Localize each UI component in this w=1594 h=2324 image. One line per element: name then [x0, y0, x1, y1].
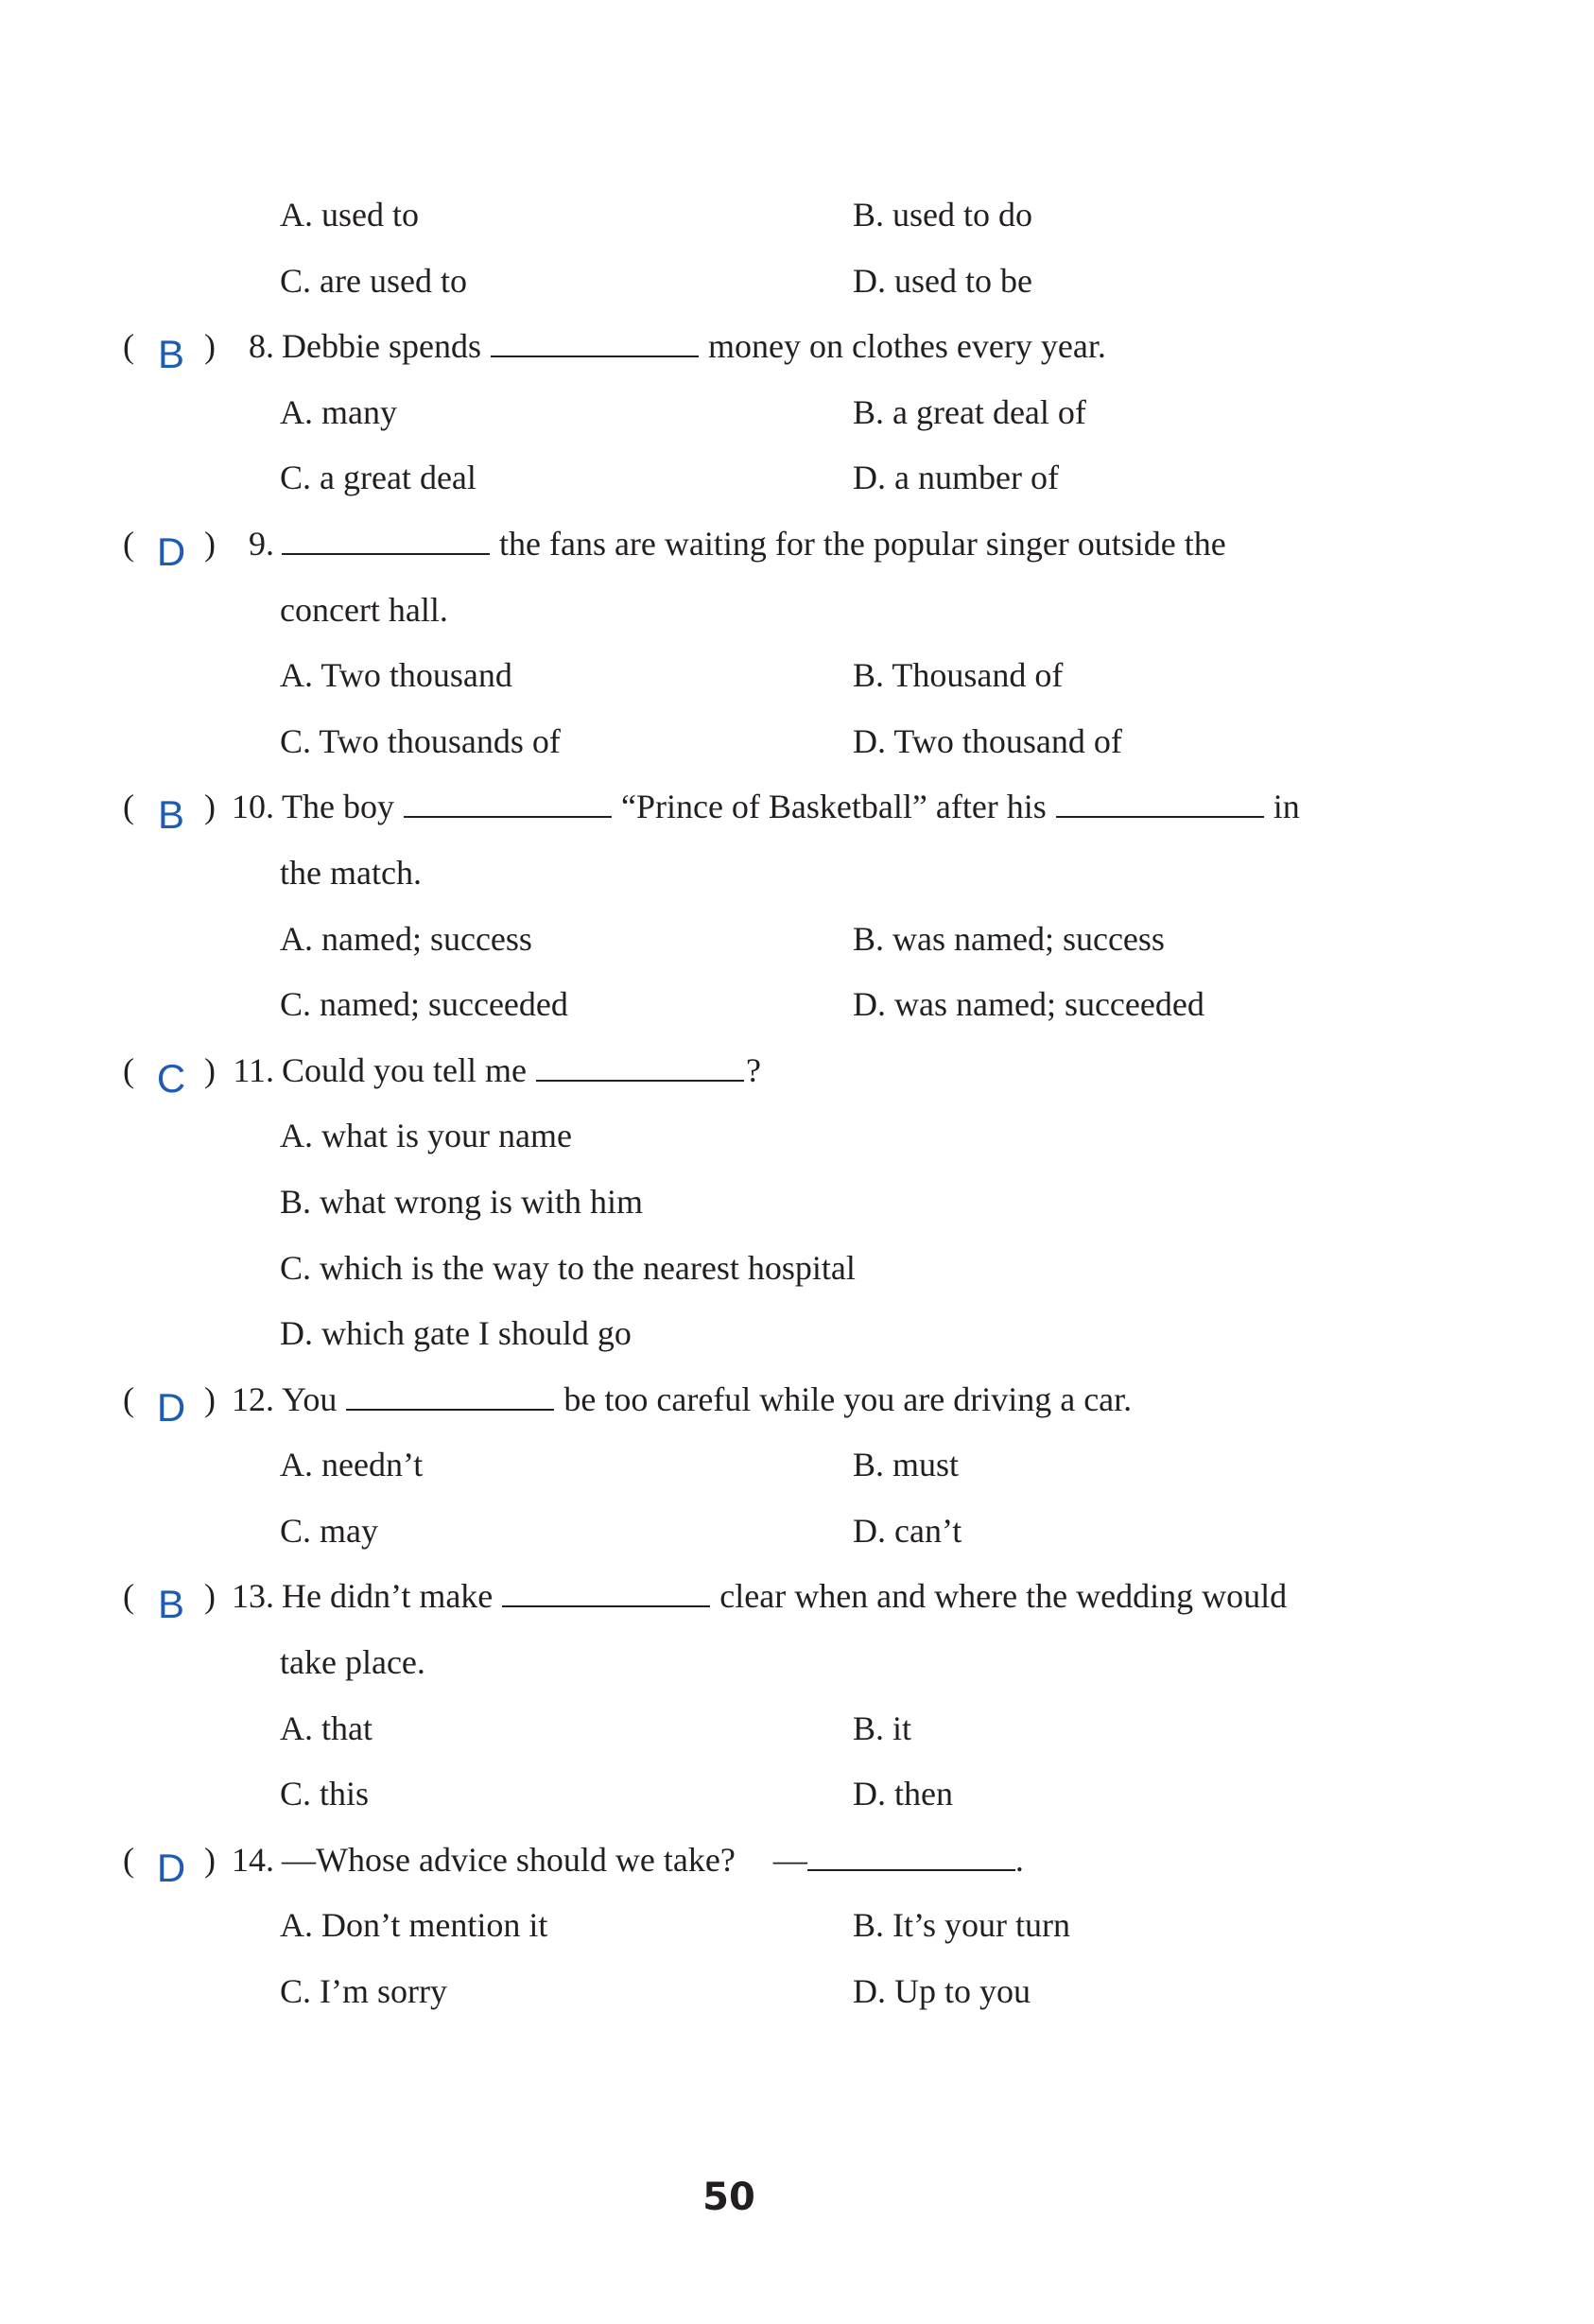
stem-text: concert hall.: [280, 590, 448, 629]
q10-options-row-2: [0, 972, 1594, 1038]
option-b: B. Thousand of: [853, 656, 1064, 695]
stem-text: Could you tell me: [282, 1050, 527, 1089]
question-number: 11.: [233, 1050, 274, 1089]
question-number: 9.: [249, 524, 274, 563]
stem-text: ?: [745, 1050, 761, 1089]
option-a: A. that: [280, 1708, 373, 1747]
q10-options-row-1: [0, 907, 1594, 973]
q12-options-row-1: [0, 1432, 1594, 1499]
option-b: B. used to do: [853, 196, 1033, 234]
stem-text: the fans are waiting for the popular singer outside the: [499, 524, 1226, 563]
q8-options-row-2: [0, 445, 1594, 512]
option-d: D. a number of: [853, 459, 1059, 497]
question-stem: [282, 314, 1106, 380]
option-a: A. Two thousand: [280, 656, 512, 695]
q13-stem-continued: [0, 1630, 1594, 1696]
q11-option-b: [0, 1170, 1594, 1236]
option-d: D. which gate I should go: [280, 1314, 632, 1353]
stem-text: —Whose advice should we take?: [282, 1840, 736, 1879]
answer-blank: [502, 1604, 710, 1607]
question-10: [0, 774, 1594, 841]
option-c: C. may: [280, 1511, 378, 1550]
option-a: A. what is your name: [280, 1117, 572, 1155]
q14-options-row-1: [0, 1893, 1594, 1959]
answer-letter: D: [156, 529, 186, 574]
answer-letter: B: [157, 332, 184, 377]
paren-open: (: [123, 524, 134, 563]
option-c: C. Two thousands of: [280, 721, 561, 760]
option-a: A. Don’t mention it: [280, 1906, 548, 1945]
option-b: B. what wrong is with him: [280, 1182, 643, 1221]
question-list: [0, 182, 1594, 2025]
stem-text: —: [772, 1840, 807, 1879]
q13-options-row-2: [0, 1761, 1594, 1828]
option-a: A. many: [280, 392, 397, 431]
question-stem: [282, 1828, 1024, 1894]
option-d: D. used to be: [853, 261, 1032, 300]
answer-letter: C: [156, 1055, 186, 1101]
option-a: A. named; success: [280, 919, 532, 958]
stem-text: clear when and where the wedding would: [719, 1577, 1288, 1616]
q7-options-row-1: [0, 182, 1594, 249]
stem-text: .: [1014, 1840, 1024, 1879]
paren-open: (: [123, 1050, 134, 1089]
paren-close: ): [204, 1050, 216, 1089]
question-8: [0, 314, 1594, 380]
answer-letter: D: [156, 1384, 186, 1430]
q8-options-row-1: [0, 380, 1594, 446]
option-c: C. named; succeeded: [280, 985, 568, 1024]
answer-blank: [536, 1079, 744, 1082]
stem-text: the match.: [280, 853, 422, 892]
option-c: C. this: [280, 1775, 370, 1813]
option-d: D. was named; succeeded: [853, 985, 1204, 1024]
paren-close: ): [204, 524, 216, 563]
option-a: A. needn’t: [280, 1446, 424, 1484]
option-c: C. a great deal: [280, 459, 476, 497]
stem-text: The boy: [282, 788, 394, 826]
question-stem: [282, 512, 1226, 578]
stem-text: Debbie spends: [282, 327, 481, 366]
q10-stem-continued: [0, 841, 1594, 907]
option-b: B. was named; success: [853, 919, 1165, 958]
option-d: D. Two thousand of: [853, 721, 1122, 760]
paren-open: (: [123, 1379, 134, 1418]
question-stem: [282, 1564, 1287, 1630]
stem-text: money on clothes every year.: [707, 327, 1106, 366]
q9-options-row-1: [0, 643, 1594, 709]
question-number: 10.: [232, 788, 274, 826]
stem-text: You: [282, 1379, 338, 1418]
q9-options-row-2: [0, 709, 1594, 775]
paren-close: ): [204, 327, 216, 366]
option-b: B. a great deal of: [853, 392, 1086, 431]
question-number: 8.: [249, 327, 274, 366]
q11-option-d: [0, 1301, 1594, 1367]
paren-open: (: [123, 1577, 134, 1616]
paren-close: ): [204, 788, 216, 826]
stem-text: be too careful while you are driving a car.: [563, 1379, 1133, 1418]
question-number: 12.: [232, 1379, 274, 1418]
question-stem: [282, 1367, 1132, 1433]
paren-open: (: [123, 1840, 134, 1879]
paren-close: ): [204, 1577, 216, 1616]
question-13: [0, 1564, 1594, 1630]
answer-blank: [1056, 815, 1264, 818]
q7-options-row-2: [0, 249, 1594, 315]
stem-text: He didn’t make: [282, 1577, 494, 1616]
option-c: C. which is the way to the nearest hospital: [280, 1248, 856, 1287]
option-b: B. must: [853, 1446, 960, 1484]
question-14: [0, 1828, 1594, 1894]
answer-blank: [807, 1868, 1015, 1871]
answer-letter: B: [157, 1582, 184, 1627]
paren-close: ): [204, 1840, 216, 1879]
option-d: D. Up to you: [853, 1972, 1031, 2011]
option-c: C. are used to: [280, 261, 467, 300]
q14-options-row-2: [0, 1959, 1594, 2025]
option-a: A. used to: [280, 196, 419, 234]
question-12: [0, 1367, 1594, 1433]
q11-option-c: [0, 1236, 1594, 1302]
question-11: [0, 1038, 1594, 1104]
option-d: D. can’t: [853, 1511, 962, 1550]
answer-blank: [346, 1408, 554, 1411]
stem-text: take place.: [280, 1643, 425, 1682]
stem-text: in: [1273, 788, 1300, 826]
answer-letter: D: [156, 1845, 186, 1890]
option-b: B. it: [853, 1708, 912, 1747]
question-number: 13.: [232, 1577, 274, 1616]
q12-options-row-2: [0, 1499, 1594, 1565]
question-9: [0, 512, 1594, 578]
q9-stem-continued: [0, 578, 1594, 644]
question-number: 14.: [232, 1840, 274, 1879]
paren-close: ): [204, 1379, 216, 1418]
answer-blank: [282, 552, 490, 555]
stem-text: “Prince of Basketball” after his: [620, 788, 1047, 826]
answer-letter: B: [157, 792, 184, 838]
paren-open: (: [123, 788, 134, 826]
page-number: 50: [702, 2176, 755, 2219]
paren-open: (: [123, 327, 134, 366]
answer-blank: [404, 815, 612, 818]
q11-option-a: [0, 1103, 1594, 1170]
option-c: C. I’m sorry: [280, 1972, 447, 2011]
q13-options-row-1: [0, 1696, 1594, 1762]
question-stem: [282, 1038, 761, 1104]
option-b: B. It’s your turn: [853, 1906, 1070, 1945]
question-stem: [282, 774, 1300, 841]
answer-blank: [491, 355, 699, 357]
option-d: D. then: [853, 1775, 953, 1813]
